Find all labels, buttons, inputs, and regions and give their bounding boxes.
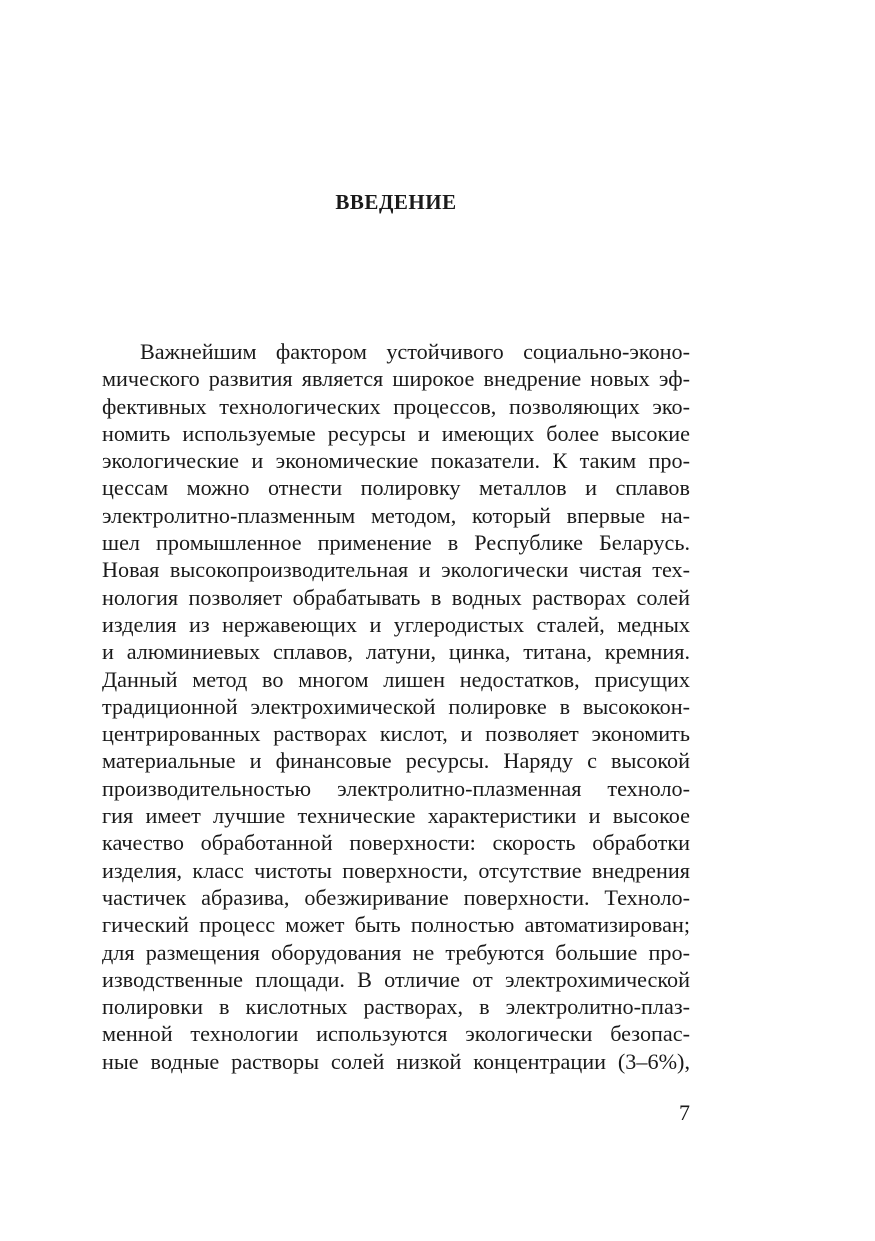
text-line: менной технологии используются экологически безопас-: [102, 1021, 690, 1047]
text-line: ные водные растворы солей низкой концентрации (3–6%),: [102, 1048, 690, 1074]
text-line: номить используемые ресурсы и имеющих более высокие: [102, 420, 690, 446]
chapter-heading: ВВЕДЕНИЕ: [335, 190, 457, 214]
text-line: гический процесс может быть полностью автоматизирован;: [102, 912, 690, 938]
text-line: производительностью электролитно-плазменная техноло-: [102, 775, 690, 801]
text-line: центрированных растворах кислот, и позволяет экономить: [102, 721, 690, 747]
text-line: нология позволяет обрабатывать в водных растворах солей: [102, 584, 690, 610]
text-line: традиционной электрохимической полировке в высококон-: [102, 693, 690, 719]
text-line: Важнейшим фактором устойчивого социально-эконо-: [140, 339, 690, 364]
text-line: и алюминиевых сплавов, латуни, цинка, титана, кремния.: [102, 639, 690, 665]
introduction-paragraph: [102, 338, 690, 1075]
text-line: изделия, класс чистоты поверхности, отсутствие внедрения: [102, 857, 690, 883]
text-line: для размещения оборудования не требуются большие про-: [102, 939, 690, 965]
text-line: гия имеет лучшие технические характеристики и высокое: [102, 803, 690, 829]
text-line: экологические и экономические показатели. К таким про-: [102, 448, 690, 474]
text-line: изводственные площади. В отличие от электрохимической: [102, 966, 690, 992]
text-line: электролитно-плазменным методом, который впервые на-: [102, 502, 690, 528]
page-number: 7: [679, 1100, 690, 1125]
text-line: Данный метод во многом лишен недостатков, присущих: [102, 666, 690, 692]
text-line: цессам можно отнести полировку металлов и сплавов: [102, 475, 690, 501]
text-line: частичек абразива, обезжиривание поверхности. Техноло-: [102, 884, 690, 910]
text-line: мического развития является широкое внедрение новых эф-: [102, 366, 690, 392]
text-line: шел промышленное применение в Республике Беларусь.: [102, 530, 690, 556]
text-line: материальные и финансовые ресурсы. Наряду с высокой: [102, 748, 690, 774]
text-line: полировки в кислотных растворах, в электролитно-плаз-: [102, 994, 690, 1020]
text-line: фективных технологических процессов, позволяющих эко-: [102, 393, 690, 419]
text-line: качество обработанной поверхности: скорость обработки: [102, 830, 690, 856]
text-line: изделия из нержавеющих и углеродистых сталей, медных: [102, 611, 690, 637]
text-line: Новая высокопроизводительная и экологически чистая тех-: [102, 557, 690, 583]
